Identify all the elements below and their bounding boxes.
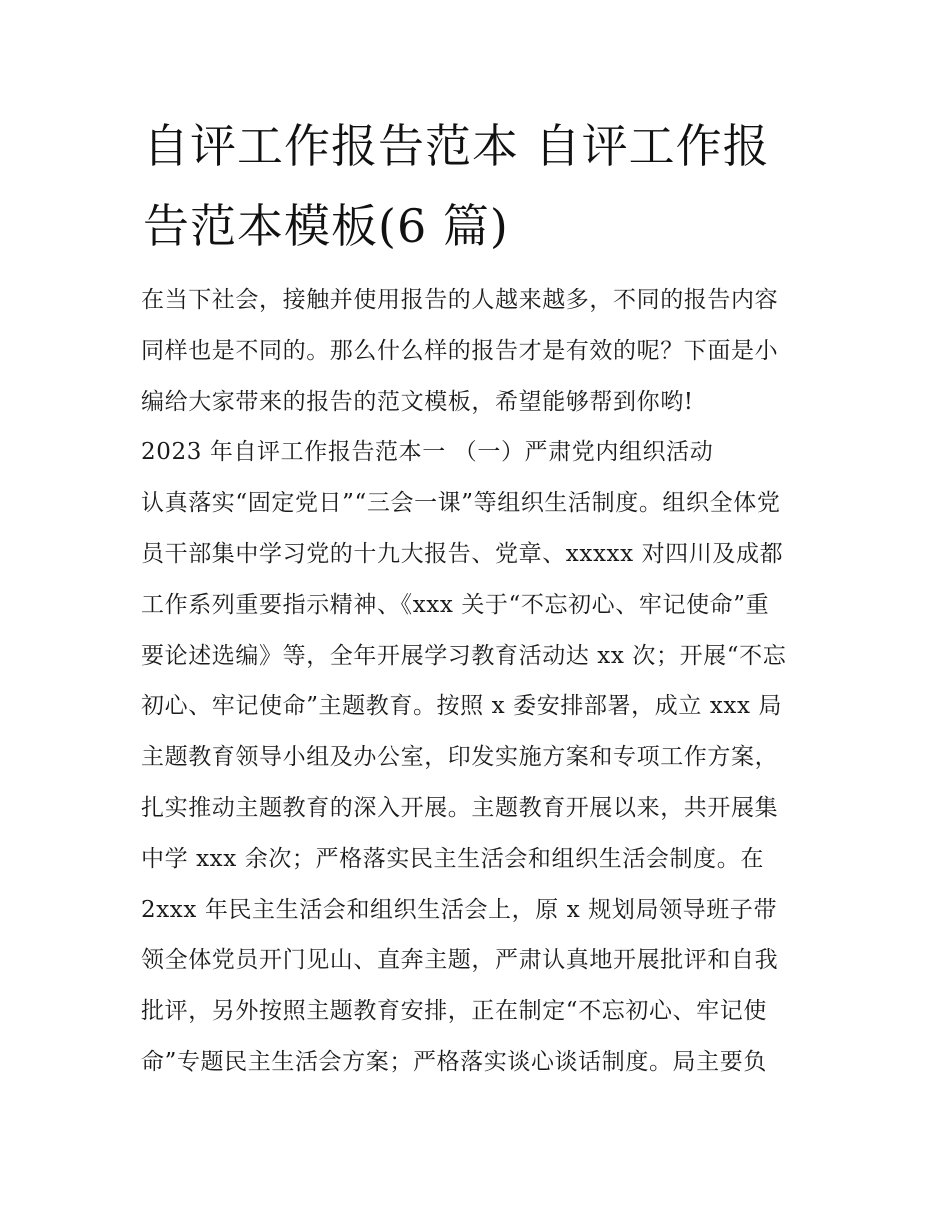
paragraph-line: 初心、牢记使命”主题教育。按照 x 委安排部署，成立 xxx 局 <box>141 693 783 719</box>
paragraph-line: 扎实推动主题教育的深入开展。主题教育开展以来，共开展集 <box>141 795 779 821</box>
document-title-line-1: 自评工作报告范本 自评工作报 <box>143 119 770 173</box>
paragraph-line: 主题教育领导小组及办公室，印发实施方案和专项工作方案， <box>141 744 779 770</box>
paragraph-line: 中学 xxx 余次；严格落实民主生活会和组织生活会制度。在 <box>141 846 764 872</box>
paragraph-line: 在当下社会，接触并使用报告的人越来越多，不同的报告内容 <box>141 287 779 313</box>
paragraph-line: 同样也是不同的。那么什么样的报告才是有效的呢？下面是小 <box>141 338 779 364</box>
paragraph-line: 命”专题民主生活会方案；严格落实谈心谈话制度。局主要负 <box>141 1049 767 1075</box>
paragraph-line: 编给大家带来的报告的范文模板，希望能够帮到你哟! <box>141 389 694 415</box>
section-heading: 2023 年自评工作报告范本一 （一）严肃党内组织活动 <box>141 439 714 465</box>
paragraph-line: 要论述选编》等，全年开展学习教育活动达 xx 次；开展“不忘 <box>141 643 787 669</box>
paragraph-line: 员干部集中学习党的十九大报告、党章、xxxxx 对四川及成都 <box>141 541 784 567</box>
paragraph-line: 领全体党员开门见山、直奔主题，严肃认真地开展批评和自我 <box>141 947 779 973</box>
document-title-line-2: 告范本模板(6 篇) <box>143 199 509 253</box>
paragraph-line: 工作系列重要指示精神、《xxx 关于“不忘初心、牢记使命”重 <box>141 592 770 618</box>
paragraph-line: 认真落实“固定党日”“三会一课”等组织生活制度。组织全体党 <box>141 490 781 516</box>
paragraph-line: 批评，另外按照主题教育安排，正在制定“不忘初心、牢记使 <box>141 998 767 1024</box>
paragraph-line: 2xxx 年民主生活会和组织生活会上，原 x 规划局领导班子带 <box>141 897 778 923</box>
